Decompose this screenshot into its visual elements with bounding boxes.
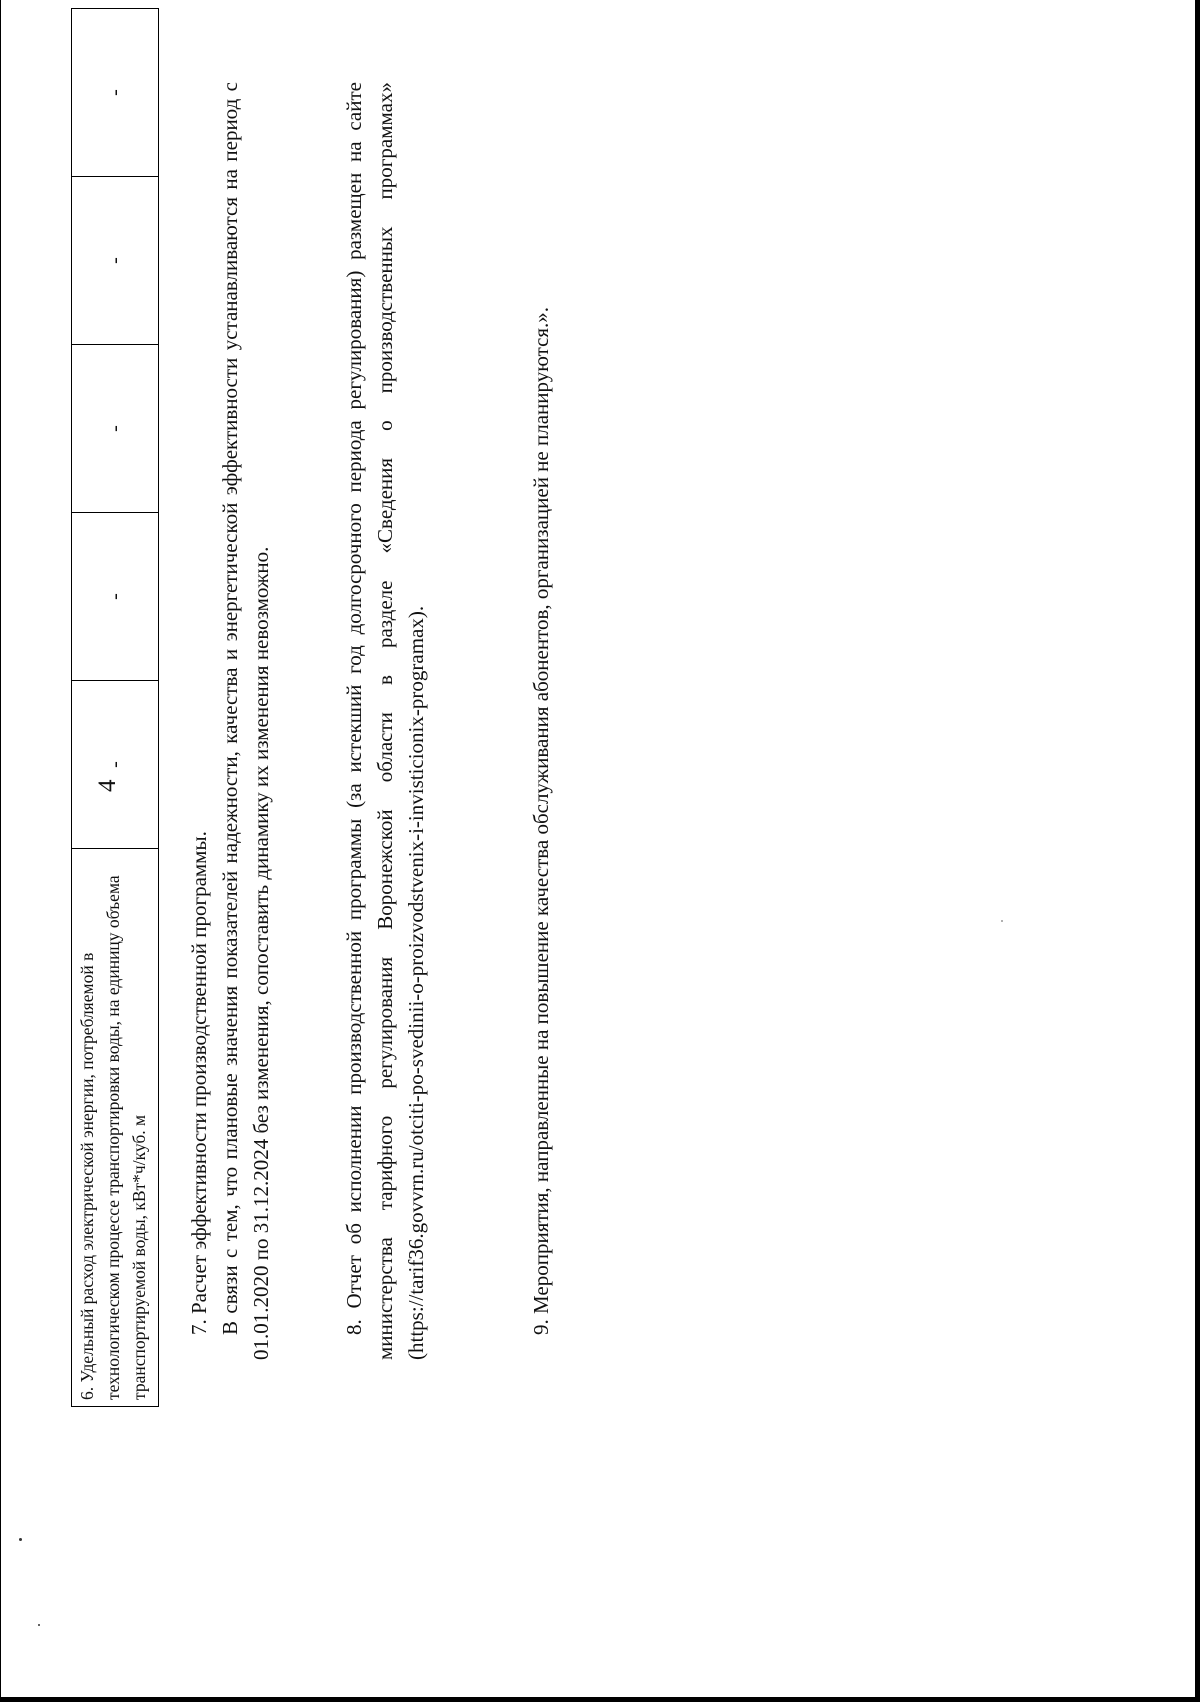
- value-cell-1: -: [72, 681, 159, 849]
- indicators-table: [71, 8, 159, 1407]
- section-9: [526, 82, 557, 1360]
- page-number: 4: [94, 779, 121, 792]
- section-8: [339, 82, 432, 1360]
- value-cell-5: -: [72, 9, 159, 177]
- section-7: [184, 82, 277, 1360]
- section-7-paragraph: В связи с тем, что плановые значения показателей надежности, качества и энергетической эффективности устанавливаются на период с 01.01.2020 по 31.12.2024 без изменения, сопоставить динамику их изменения невозможно.: [218, 82, 273, 1360]
- value-cell-2: -: [72, 513, 159, 681]
- row-label: 6. Удельный расход электрической энергии, потребляемой в технологическом процессе транспортировки воды, на единицу объема транспортируемой воды, кВт*ч/куб. м: [72, 849, 159, 1407]
- scan-speck: [38, 1624, 40, 1626]
- table-row: [72, 9, 159, 1407]
- scan-speck: [19, 1538, 22, 1541]
- section-8-paragraph: 8. Отчет об исполнении производственной программы (за истекший год долгосрочного периода регулирования) размещен на сайте министерства тарифного регулирования Воронежской области в разделе «Сведения о производственных программах» (https://tarif36.govvrn.ru/otciti-po-svedinii-o-proizvodstvenix-i-invisticionix-programax).: [342, 82, 428, 1360]
- rotated-content: [1, 0, 1200, 1702]
- value-cell-4: -: [72, 177, 159, 345]
- section-7-heading: 7. Расчет эффективности производственной программы.: [187, 831, 211, 1335]
- section-9-paragraph: 9. Мероприятия, направленные на повышение качества обслуживания абонентов, организацией не планируются.».: [529, 306, 553, 1335]
- scan-speck: [1001, 920, 1003, 922]
- value-cell-3: -: [72, 345, 159, 513]
